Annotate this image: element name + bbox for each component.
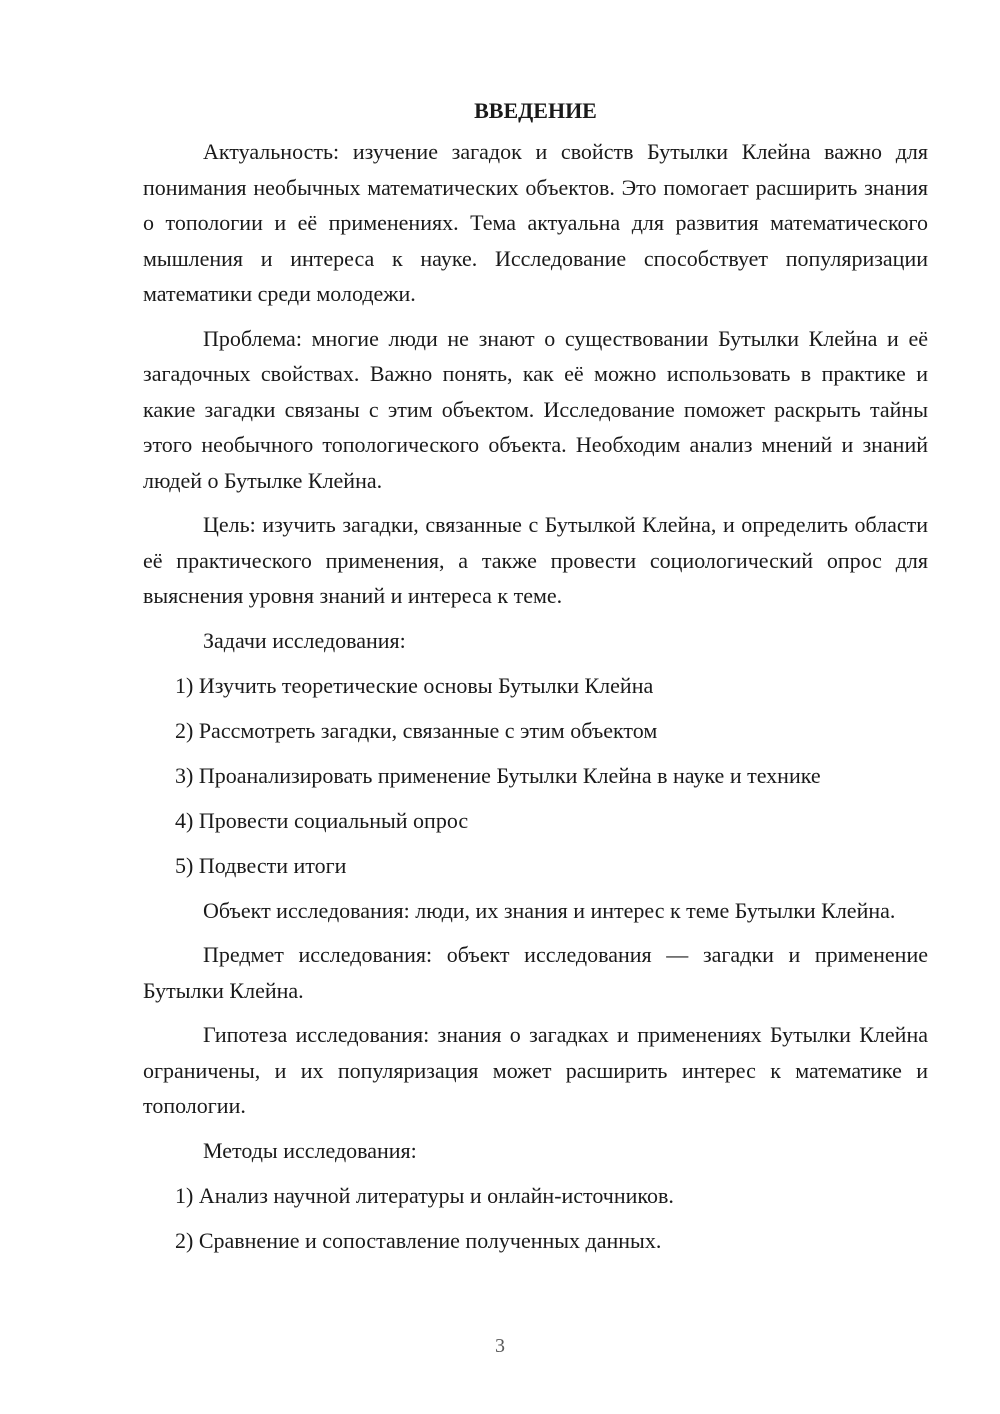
task-item-3: 3) Проанализировать применение Бутылки Клейна в науке и технике	[175, 762, 821, 788]
problem-paragraph: Проблема: многие люди не знают о существовании Бутылки Клейна и её загадочных свойствах. Важно понять, как её можно использовать в практике и какие загадки связаны с этим объектом. Исследование поможет раскрыть тайны этого необычного топологического объекта. Необходим анализ мнений и знаний людей о Бутылке Клейна.	[143, 325, 928, 493]
goal-paragraph: Цель: изучить загадки, связанные с Бутылкой Клейна, и определить области её практического применения, а также провести социологический опрос для выяснения уровня знаний и интереса к теме.	[143, 512, 928, 608]
task-item-1: 1) Изучить теоретические основы Бутылки Клейна	[175, 672, 654, 698]
object-paragraph: Объект исследования: люди, их знания и интерес к теме Бутылки Клейна.	[203, 897, 896, 923]
method-item-2: 2) Сравнение и сопоставление полученных данных.	[175, 1227, 662, 1253]
task-item-4: 4) Провести социальный опрос	[175, 807, 469, 833]
tasks-label: Задачи исследования:	[203, 627, 406, 653]
method-item-1: 1) Анализ научной литературы и онлайн-источников.	[175, 1182, 674, 1208]
page-number: 3	[495, 1335, 505, 1357]
document-page	[143, 96, 928, 1268]
relevance-paragraph: Актуальность: изучение загадок и свойств Бутылки Клейна важно для понимания необычных математических объектов. Это помогает расширить знания о топологии и её применениях. Тема актуальна для развития математического мышления и интереса к науке. Исследование способствует популяризации математики среди молодежи.	[143, 139, 928, 306]
task-item-2: 2) Рассмотреть загадки, связанные с этим объектом	[175, 717, 658, 743]
subject-paragraph: Предмет исследования: объект исследования — загадки и применение Бутылки Клейна.	[143, 942, 928, 1003]
methods-label: Методы исследования:	[203, 1137, 417, 1163]
hypothesis-paragraph: Гипотеза исследования: знания о загадках и применениях Бутылки Клейна ограничены, и их популяризация может расширить интерес к математике и топологии.	[143, 1022, 928, 1118]
task-item-5: 5) Подвести итоги	[175, 852, 347, 878]
section-heading: ВВЕДЕНИЕ	[474, 98, 597, 123]
